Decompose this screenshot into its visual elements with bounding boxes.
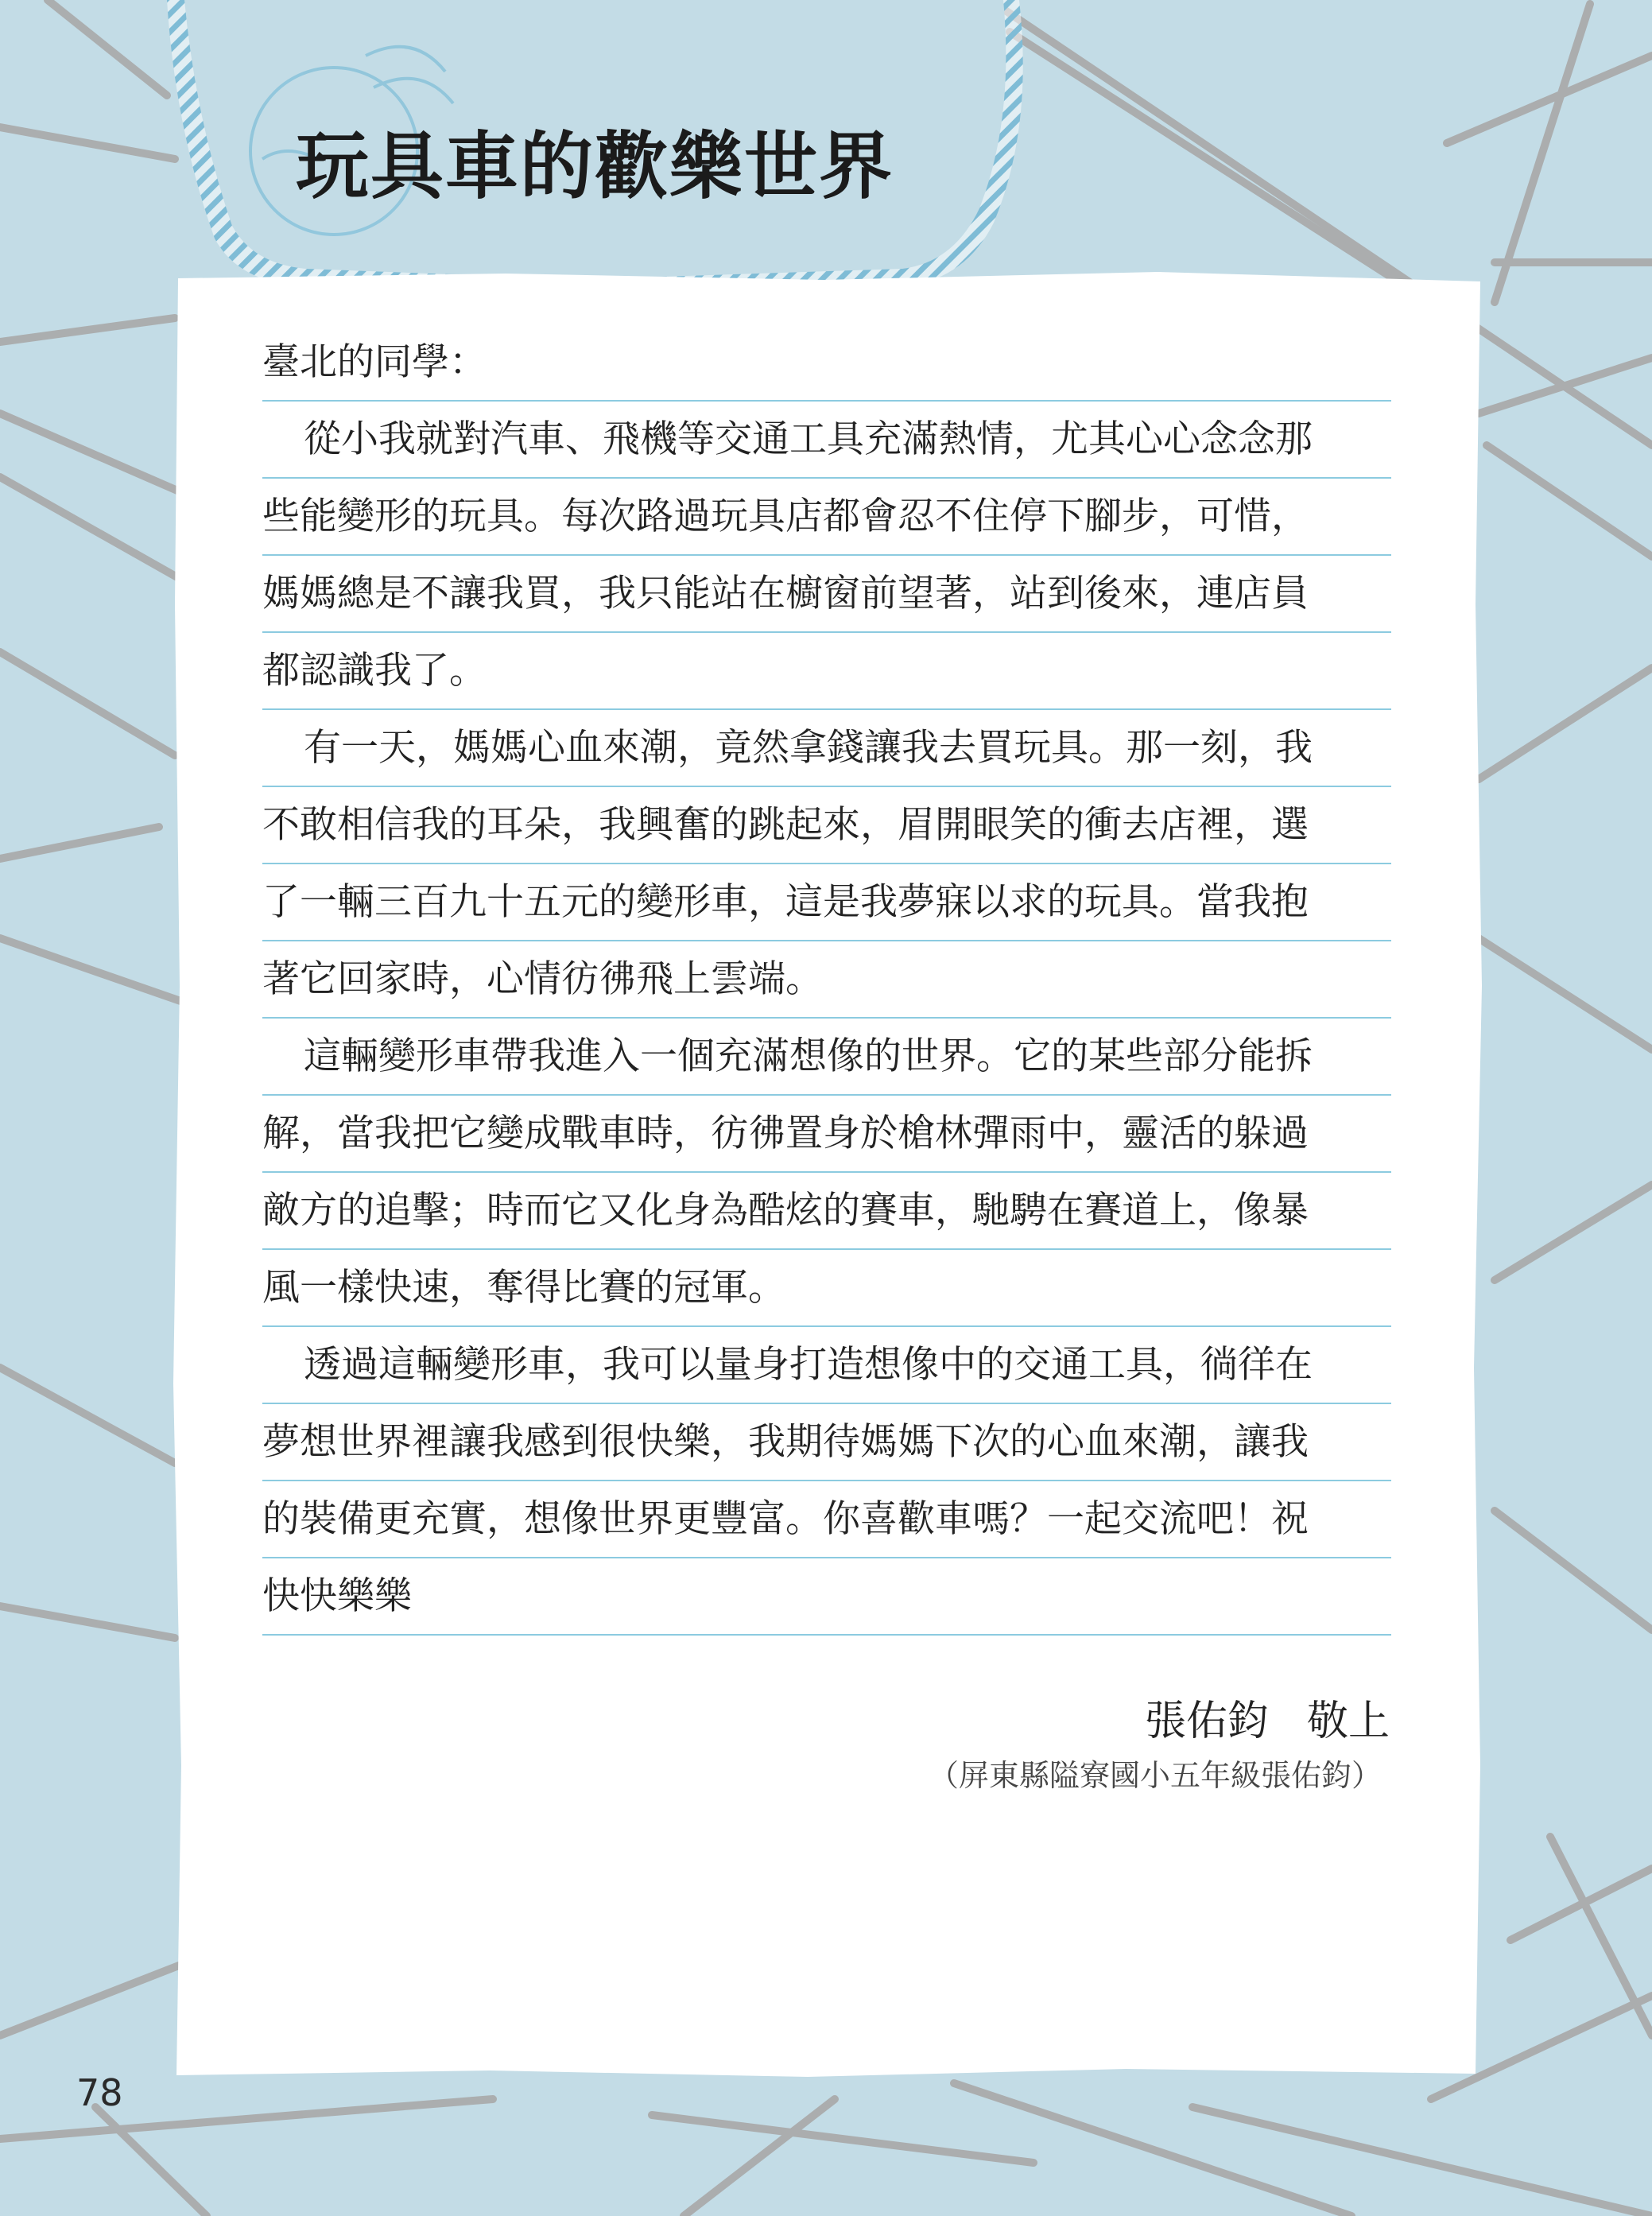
author-source: （屏東縣隘寮國小五年級張佑鈞） xyxy=(928,1758,1382,1793)
letter-line: 快快樂樂 xyxy=(262,1558,1391,1636)
letter-line: 解，當我把它變成戰車時，彷彿置身於槍林彈雨中，靈活的躲過 xyxy=(262,1096,1391,1173)
letter-line: 夢想世界裡讓我感到很快樂，我期待媽媽下次的心血來潮，讓我 xyxy=(262,1404,1391,1481)
letter-greeting: 臺北的同學： xyxy=(262,324,1391,402)
signature-closing: 敬上 xyxy=(1306,1698,1390,1745)
letter-line: 敵方的追擊；時而它又化身為酷炫的賽車，馳騁在賽道上，像暴 xyxy=(262,1173,1391,1250)
letter-line: 了一輛三百九十五元的變形車，這是我夢寐以求的玩具。當我抱 xyxy=(262,864,1391,941)
letter-line: 的裝備更充實，想像世界更豐富。你喜歡車嗎？一起交流吧！祝 xyxy=(262,1481,1391,1558)
letter-line: 有一天，媽媽心血來潮，竟然拿錢讓我去買玩具。那一刻，我 xyxy=(262,710,1391,787)
signature-name: 張佑鈞 xyxy=(1144,1698,1269,1745)
letter-line: 都認識我了。 xyxy=(262,633,1391,710)
page-title: 玩具車的歡樂世界 xyxy=(296,124,894,209)
letter-line: 風一樣快速，奪得比賽的冠軍。 xyxy=(262,1250,1391,1327)
page-number: 78 xyxy=(76,2071,123,2114)
letter-signature xyxy=(1145,1694,1390,1749)
letter-line: 透過這輛變形車，我可以量身打造想像中的交通工具，徜徉在 xyxy=(262,1327,1391,1404)
letter-line: 不敢相信我的耳朵，我興奮的跳起來，眉開眼笑的衝去店裡，選 xyxy=(262,787,1391,864)
letter-line: 媽媽總是不讓我買，我只能站在櫥窗前望著，站到後來，連店員 xyxy=(262,556,1391,633)
letter-line: 從小我就對汽車、飛機等交通工具充滿熱情，尤其心心念念那 xyxy=(262,402,1391,479)
letter-line: 著它回家時，心情彷彿飛上雲端。 xyxy=(262,941,1391,1019)
letter-line: 些能變形的玩具。每次路過玩具店都會忍不住停下腳步，可惜， xyxy=(262,479,1391,556)
letter-body xyxy=(262,324,1391,1636)
letter-line: 這輛變形車帶我進入一個充滿想像的世界。它的某些部分能拆 xyxy=(262,1019,1391,1096)
